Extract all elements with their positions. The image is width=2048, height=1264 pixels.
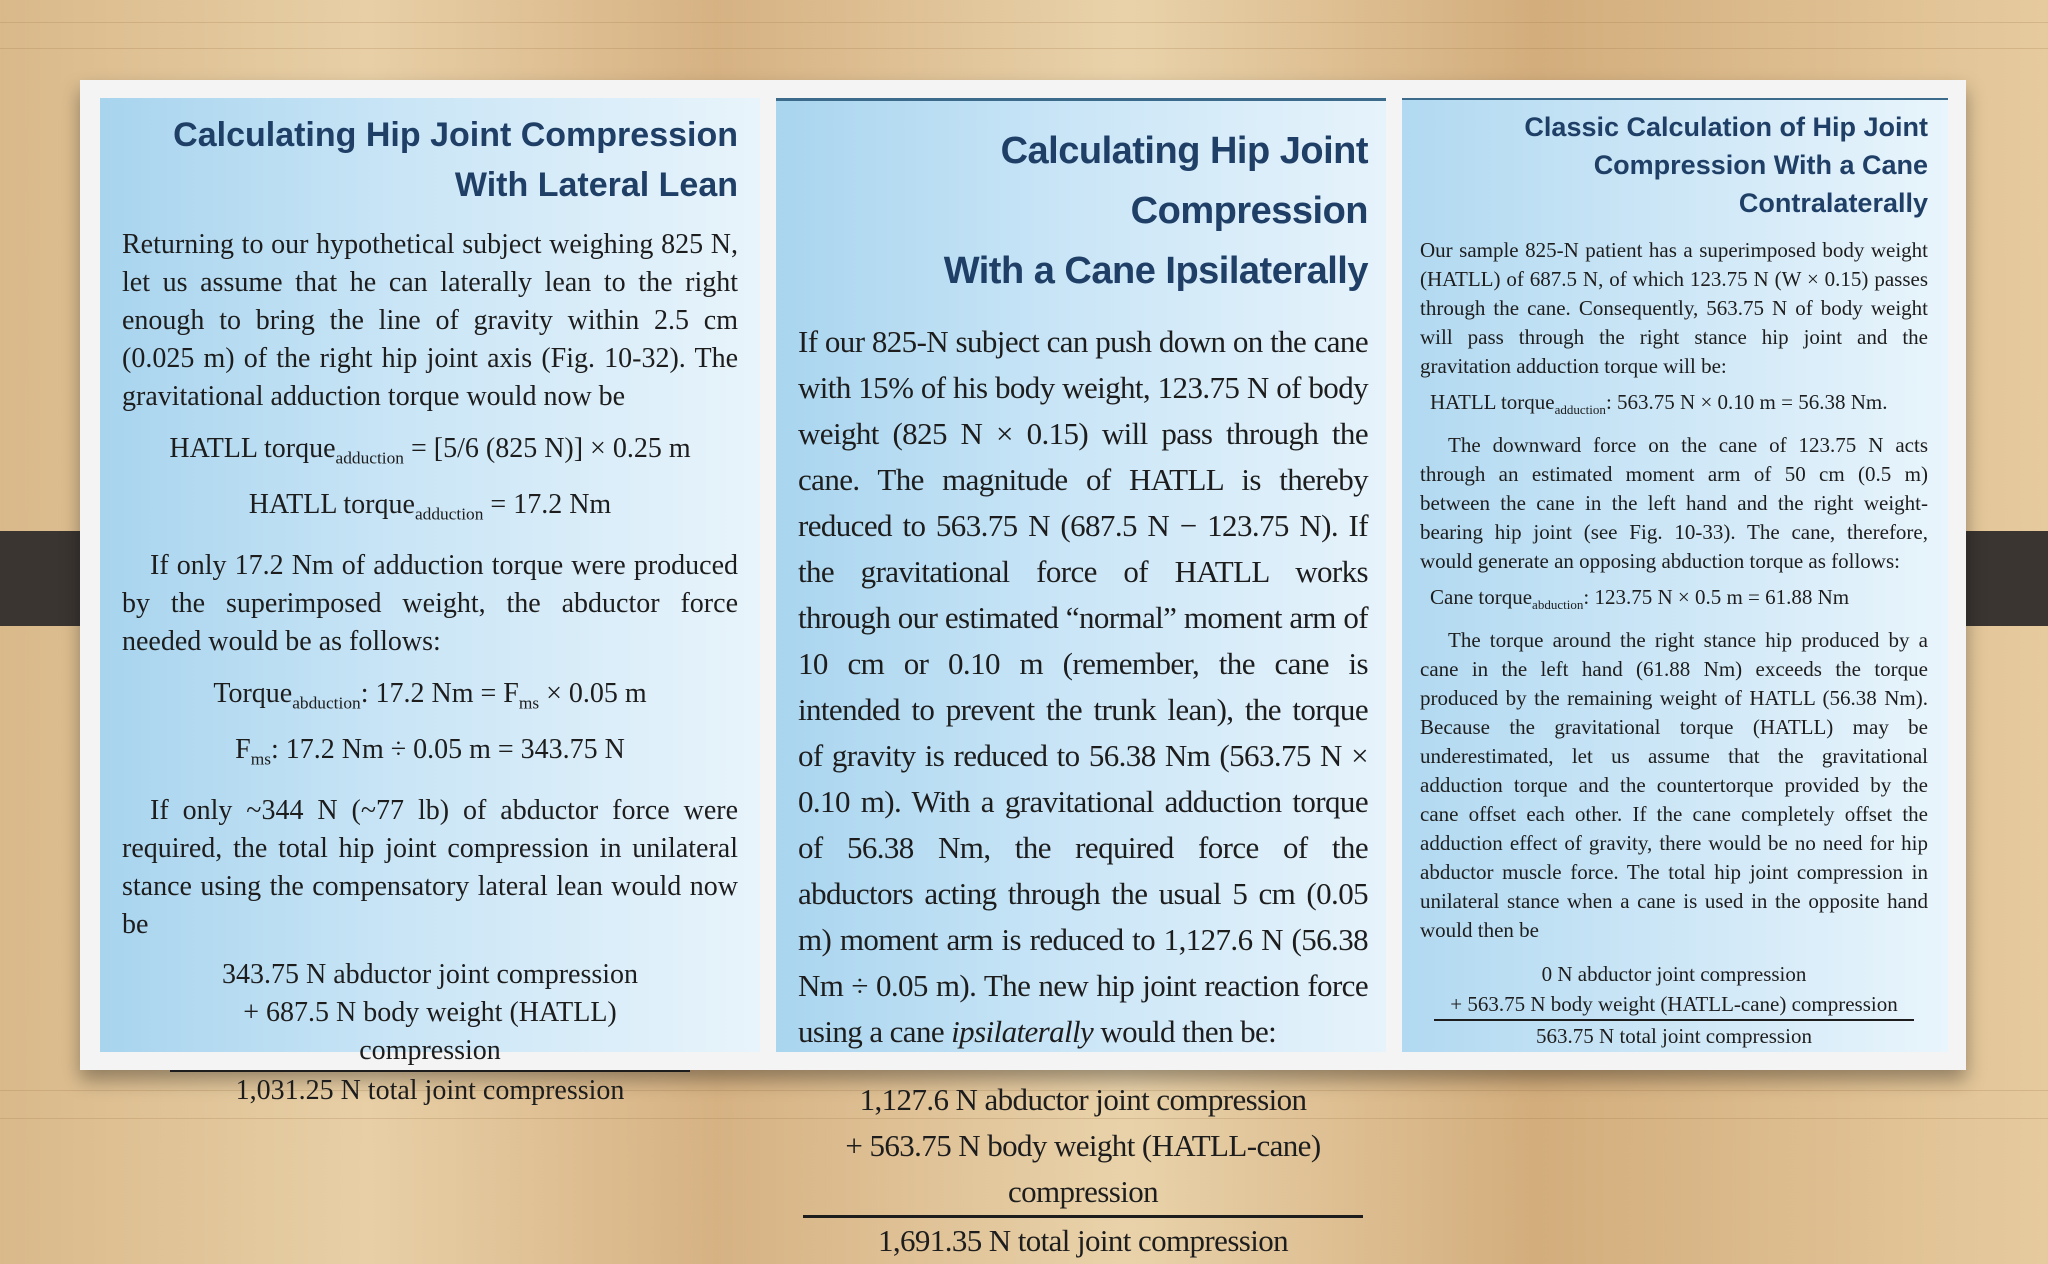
title-line-1: Calculating Hip Joint Compression (1000, 130, 1368, 232)
title-line-3: Contralaterally (1738, 188, 1928, 218)
equation-1: HATLL torque$_{adduction}$: 563.75 N × 0.10 m = 56.38 Nm. (1430, 390, 1888, 418)
equation-2: Cane torque$_{abduction}$: 123.75 N × 0.5 m = 61.88 Nm (1430, 585, 1850, 613)
panel-title (798, 121, 1368, 301)
title-line-2: Compression With a Cane (1593, 150, 1928, 180)
paragraph-1: Returning to our hypothetical subject weighing 825 N, let us assume that he can laterally lean to the right enough to bring the line of gravity within 2.5 cm (0.025 m) of the right hip joint axis (Fig. 10-32). The gravitational adduction torque would now be (122, 229, 738, 412)
panel-title (1420, 108, 1928, 222)
compression-sum (1434, 959, 1914, 1051)
equation-3: Torque$_{abduction}$: 17.2 $Nm = F_{ms} \times 0.05$ m (213, 678, 647, 713)
italic-ipsilaterally: ipsilaterally (951, 1014, 1094, 1049)
panel-title (122, 110, 738, 210)
panel-cane-contralateral (1402, 98, 1948, 1052)
equation-4: $F_{ms}$: 17.2 Nm ÷ 0.05 m = 343.75 N (235, 733, 625, 769)
sum-total: 563.75 N total joint compression (1434, 1019, 1914, 1051)
panel-lateral-lean (100, 98, 760, 1107)
paragraph-3: The torque around the right stance hip produced by a cane in the left hand (61.88 Nm) exceeds the torque produced by the remaining weight of HATLL (56.38 Nm). Because the gravitational torque (HATLL) may be underestimated, let us assume that the gravitational adduction torque and the countertorque provided by the cane offset each other. If the cane completely offset the adduction effect of gravity, there would be no need for hip abductor muscle force. The total hip joint compression in unilateral stance when a cane is used in the opposite hand would then be (1420, 628, 1928, 943)
title-line-1: Classic Calculation of Hip Joint (1524, 112, 1928, 142)
paragraph-1: If our 825-N subject can push down on the cane with 15% of his body weight, 123.75 N of body weight (825 N × 0.15) will pass through the cane. The magnitude of HATLL is thereby reduced to 563.75 N (687.5 N − 123.75 N). If the gravitational force of HATLL works through our estimated “normal” moment arm of 10 cm or 0.10 m (remember, the cane is intended to prevent the trunk lean), the torque of gravity is reduced to 56.38 Nm (563.75 N × 0.10 m). With a gravitational adduction torque of 56.38 Nm, the required force of the abductors acting through the usual 5 cm (0.05 m) moment arm is reduced to 1,127.6 N (56.38 Nm ÷ 0.05 m). The new hip joint reaction force using a cane ipsilaterally would then be: (798, 324, 1368, 1049)
sum-line-2: + 563.75 N body weight (HATLL-cane) compression (1450, 992, 1898, 1017)
sum-line-2: + 687.5 N body weight (HATLL) compression (243, 997, 617, 1067)
compression-sum (170, 956, 690, 1110)
sum-line-2: + 563.75 N body weight (HATLL-cane) compression (845, 1128, 1321, 1209)
title-line-2: With a Cane Ipsilaterally (943, 250, 1368, 292)
equation-1: HATLL torque$_{adduction}$ = [5/6 (825 N)] × 0.25 m (169, 433, 691, 468)
sum-line-1: 0 N abductor joint compression (1541, 962, 1807, 987)
paragraph-2: If only 17.2 Nm of adduction torque were produced by the superimposed weight, the abductor force needed would be as follows: (122, 550, 738, 658)
equation-2: HATLL torque$_{adduction}$ = 17.2 Nm (248, 488, 612, 524)
sum-line-1: 1,127.6 N abductor joint compression (859, 1082, 1307, 1117)
panel-cane-ipsilateral (776, 98, 1386, 1258)
sum-line-1: 343.75 N abductor joint compression (221, 959, 639, 991)
slide (80, 80, 1966, 1258)
compression-sum (803, 1077, 1363, 1264)
paragraph-1: Our sample 825-N patient has a superimposed body weight (HATLL) of 687.5 N, of which 123.75 N (W × 0.15) passes through the cane. Consequently, 563.75 N of body weight will pass through the right stance hip joint and the gravitation adduction torque will be: (1420, 238, 1928, 378)
sum-total: 1,691.35 N total joint compression (803, 1215, 1363, 1264)
paragraph-2: The downward force on the cane of 123.75 N acts through an estimated moment arm of 50 cm (0.5 m) between the cane in the left hand and the right weight-bearing hip joint (see Fig. 10-33). The cane, therefore, would generate an opposing abduction torque as follows: (1420, 433, 1928, 574)
sum-total: 1,031.25 N total joint compression (170, 1070, 690, 1110)
title-line-2: With Lateral Lean (454, 166, 738, 204)
title-line-1: Calculating Hip Joint Compression (173, 116, 738, 154)
paragraph-3: If only ~344 N (~77 lb) of abductor force were required, the total hip joint compression in unilateral stance using the compensatory lateral lean would now be (122, 795, 738, 941)
